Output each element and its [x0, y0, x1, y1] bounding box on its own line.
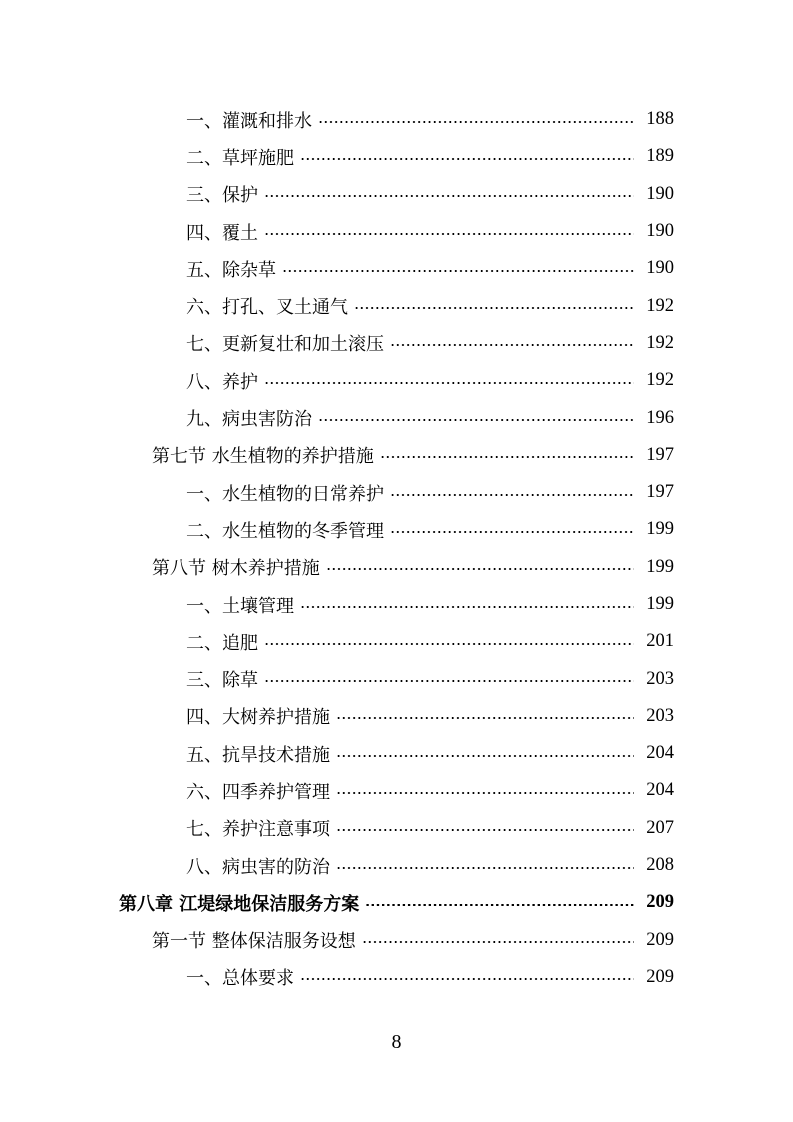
toc-entry-page: 209 — [646, 966, 674, 987]
toc-dot-leader — [336, 792, 634, 794]
toc-entry-title: 一、灌溉和排水 — [186, 110, 312, 132]
toc-dot-leader — [264, 195, 634, 197]
toc-dot-leader — [336, 829, 634, 831]
toc-entry-page: 196 — [646, 407, 674, 428]
toc-entry-page: 190 — [646, 183, 674, 204]
toc-entry-page: 192 — [646, 370, 674, 391]
toc-entry-page: 209 — [646, 892, 674, 913]
toc-entry-title: 九、病虫害防治 — [186, 409, 312, 431]
toc-dot-leader — [390, 344, 634, 346]
toc-dot-leader — [264, 680, 634, 682]
toc-entry[interactable] — [0, 884, 793, 921]
toc-entry-title: 八、病虫害的防治 — [186, 856, 330, 878]
toc-entry[interactable] — [0, 959, 793, 996]
toc-entry[interactable] — [0, 362, 793, 399]
toc-entry-title: 二、水生植物的冬季管理 — [186, 520, 384, 542]
toc-dot-leader — [318, 121, 634, 123]
toc-entry-page: 189 — [646, 146, 674, 167]
toc-dot-leader — [300, 158, 634, 160]
toc-dot-leader — [354, 307, 634, 309]
toc-dot-leader — [264, 643, 634, 645]
toc-entry-title: 七、养护注意事项 — [186, 819, 330, 841]
page-number: 8 — [391, 1031, 402, 1053]
toc-entry[interactable] — [0, 772, 793, 809]
toc-dot-leader — [326, 568, 634, 570]
toc-dot-leader — [264, 382, 634, 384]
toc-entry-page: 204 — [646, 743, 674, 764]
toc-entry-page: 197 — [646, 444, 674, 465]
toc-entry[interactable] — [0, 399, 793, 436]
toc-entry-title: 七、更新复壮和加土滚压 — [186, 334, 384, 356]
toc-dot-leader — [336, 867, 634, 869]
toc-entry-title: 第八节 树木养护措施 — [152, 558, 320, 580]
toc-entry-title: 二、草坪施肥 — [186, 147, 294, 169]
toc-entry-page: 199 — [646, 519, 674, 540]
toc-entry[interactable] — [0, 176, 793, 213]
toc-entry-page: 199 — [646, 594, 674, 614]
toc-entry-title: 六、四季养护管理 — [186, 781, 330, 803]
toc-entry-title: 四、大树养护措施 — [186, 707, 330, 729]
toc-entry-title: 一、土壤管理 — [186, 595, 294, 617]
toc-entry-page: 197 — [646, 482, 674, 503]
toc-dot-leader — [264, 233, 634, 235]
toc-entry[interactable] — [0, 698, 793, 735]
toc-entry-title: 二、追肥 — [186, 632, 258, 654]
toc-entry-title: 一、总体要求 — [186, 968, 294, 990]
toc-entry[interactable] — [0, 623, 793, 660]
toc-dot-leader — [365, 904, 634, 906]
toc-entry[interactable] — [0, 138, 793, 175]
toc-entry-title: 三、除草 — [186, 670, 258, 692]
toc-entry[interactable] — [0, 511, 793, 548]
toc-entry-title: 第一节 整体保洁服务设想 — [152, 931, 356, 953]
toc-entry[interactable] — [0, 922, 793, 959]
toc-entry-title: 五、除杂草 — [186, 259, 276, 281]
toc-entry-title: 一、水生植物的日常养护 — [186, 483, 384, 505]
toc-entry-page: 190 — [646, 221, 674, 242]
toc-dot-leader — [336, 717, 634, 719]
toc-entry-page: 190 — [646, 258, 674, 279]
toc-entry-page: 203 — [646, 705, 674, 726]
toc-dot-leader — [282, 270, 634, 272]
toc-entry[interactable] — [0, 735, 793, 772]
toc-dot-leader — [390, 531, 634, 533]
toc-entry-title: 第七节 水生植物的养护措施 — [152, 446, 374, 468]
toc-entry-page: 209 — [646, 929, 674, 950]
toc-dot-leader — [318, 419, 634, 421]
toc-entry[interactable] — [0, 213, 793, 250]
toc-entry-title: 四、覆土 — [186, 222, 258, 244]
toc-entry[interactable] — [0, 437, 793, 474]
toc-entry[interactable] — [0, 549, 793, 586]
toc-dot-leader — [300, 978, 634, 980]
toc-entry[interactable] — [0, 287, 793, 324]
toc-entry[interactable] — [0, 660, 793, 697]
toc-entry-title: 八、养护 — [186, 371, 258, 393]
toc-dot-leader — [380, 456, 634, 458]
toc-entry[interactable] — [0, 847, 793, 884]
toc-dot-leader — [336, 755, 634, 757]
toc-entry-title: 五、抗旱技术措施 — [186, 744, 330, 766]
toc-entry[interactable] — [0, 250, 793, 287]
toc-entry-page: 204 — [646, 780, 674, 801]
toc-entry-page: 188 — [646, 109, 674, 130]
toc-entry[interactable] — [0, 810, 793, 847]
toc-entry-page: 192 — [646, 332, 674, 353]
toc-entry-title: 三、保护 — [186, 185, 258, 207]
toc-entry[interactable] — [0, 101, 793, 138]
table-of-contents — [0, 101, 793, 996]
toc-entry[interactable] — [0, 474, 793, 511]
toc-entry-page: 201 — [646, 631, 674, 652]
toc-entry-page: 192 — [646, 295, 674, 316]
toc-entry-page: 208 — [646, 855, 674, 876]
toc-dot-leader — [390, 494, 634, 496]
toc-entry[interactable] — [0, 325, 793, 362]
toc-dot-leader — [300, 606, 634, 608]
toc-entry-page: 207 — [646, 817, 674, 838]
toc-dot-leader — [362, 941, 634, 943]
toc-entry-page: 203 — [646, 668, 674, 689]
toc-entry[interactable] — [0, 586, 793, 623]
toc-entry-title: 六、打孔、叉土通气 — [186, 297, 348, 319]
toc-entry-title: 第八章 江堤绿地保洁服务方案 — [119, 893, 360, 915]
toc-entry-page: 199 — [646, 556, 674, 577]
